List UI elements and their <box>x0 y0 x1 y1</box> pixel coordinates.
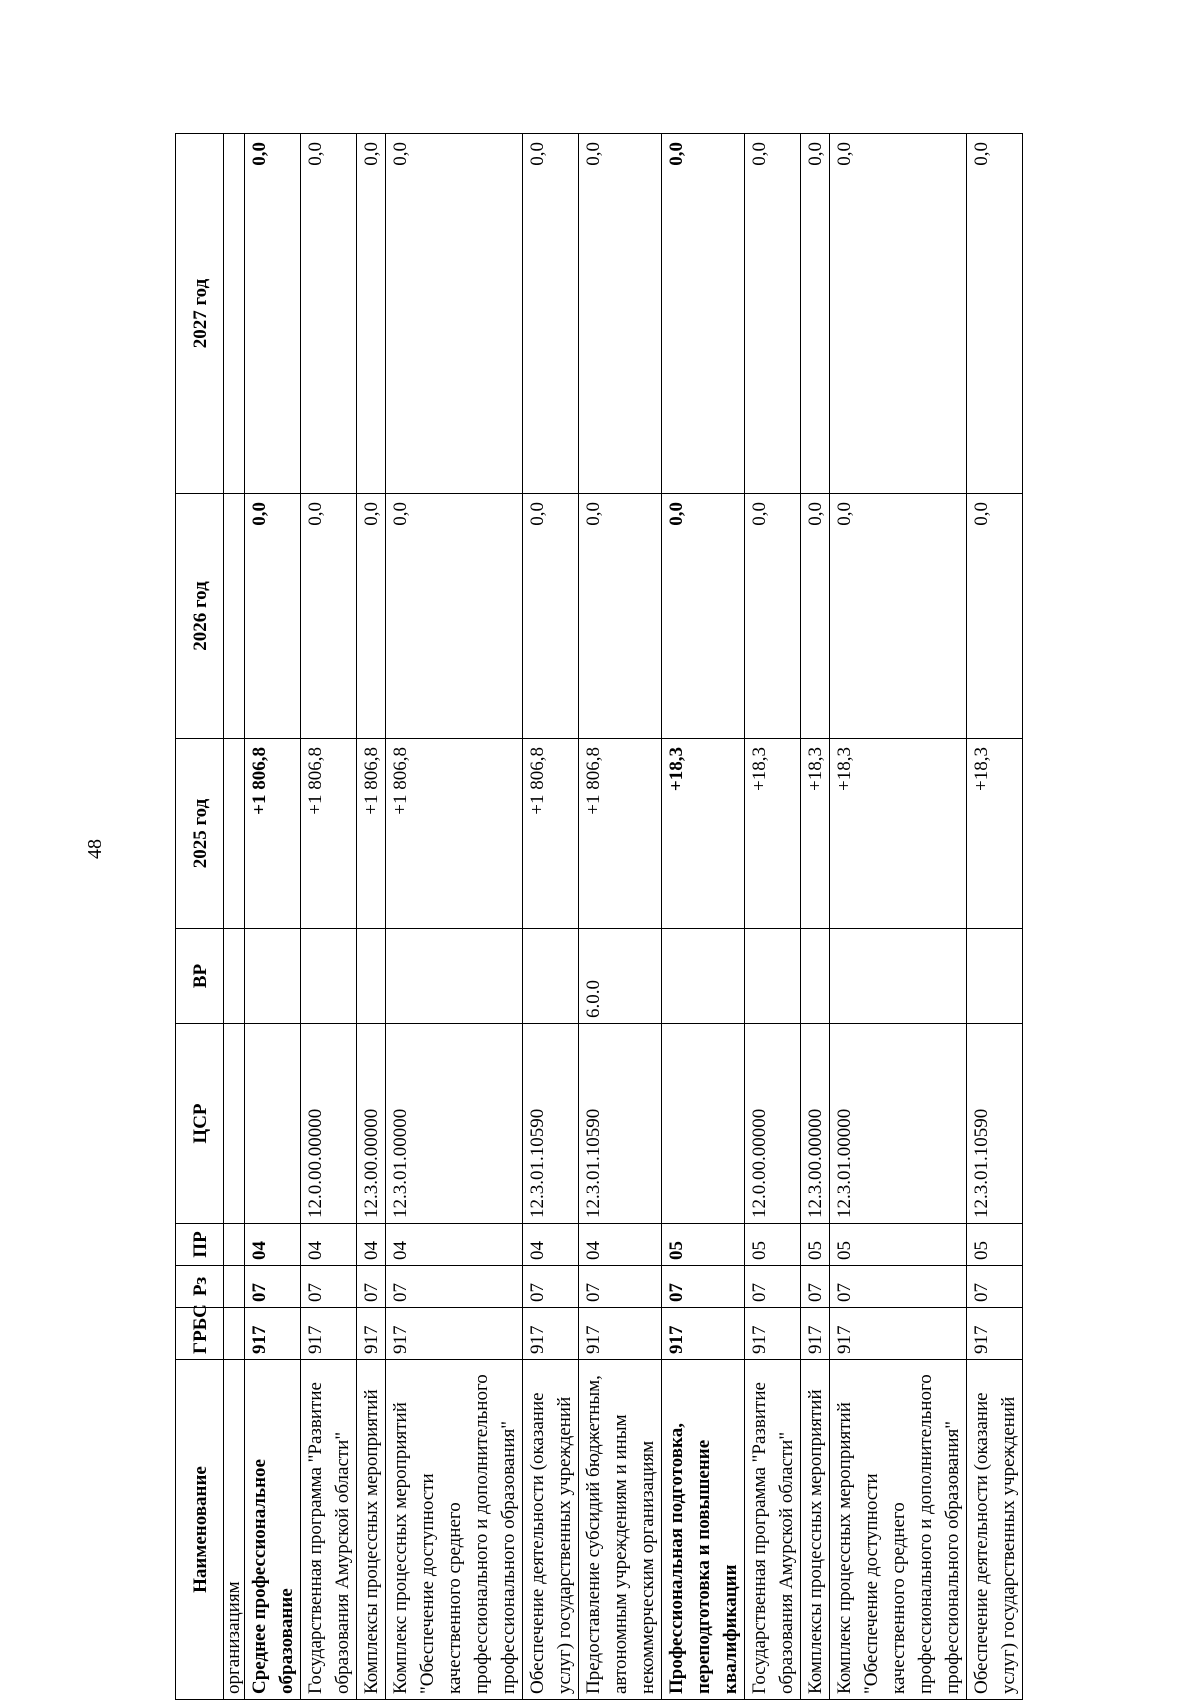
cell-grbs: 917 <box>579 1308 662 1360</box>
table-row <box>357 134 386 1700</box>
cell-2027: 0,0 <box>579 134 662 494</box>
cell-grbs: 917 <box>357 1308 386 1360</box>
cell-name: Комплексы процессных мероприятий <box>801 1360 830 1700</box>
cell-rz: 07 <box>357 1266 386 1308</box>
cell-2027: 0,0 <box>523 134 579 494</box>
cell-rz: 07 <box>830 1266 967 1308</box>
cell-pr: 04 <box>301 1224 357 1266</box>
header-2025: 2025 год <box>176 739 224 929</box>
cell-2026: 0,0 <box>801 494 830 739</box>
cell-pr: 04 <box>523 1224 579 1266</box>
cell-vr <box>386 929 523 1024</box>
cell-rz: 07 <box>662 1266 745 1308</box>
cell-name: организациям <box>224 1360 245 1700</box>
table-row <box>662 134 745 1700</box>
cell-2026 <box>224 494 245 739</box>
cell-2027: 0,0 <box>662 134 745 494</box>
cell-2027 <box>224 134 245 494</box>
cell-rz: 07 <box>386 1266 523 1308</box>
cell-vr <box>745 929 801 1024</box>
cell-rz: 07 <box>801 1266 830 1308</box>
cell-vr <box>357 929 386 1024</box>
cell-name: Обеспечение деятельности (оказание услуг) государственных учреждений <box>967 1360 1023 1700</box>
cell-rz: 07 <box>245 1266 301 1308</box>
cell-2026: 0,0 <box>245 494 301 739</box>
table-row <box>967 134 1023 1700</box>
cell-2025: +1 806,8 <box>579 739 662 929</box>
cell-2026: 0,0 <box>386 494 523 739</box>
cell-csr <box>662 1024 745 1224</box>
cell-csr: 12.3.00.00000 <box>801 1024 830 1224</box>
cell-2025: +18,3 <box>830 739 967 929</box>
cell-rz: 07 <box>523 1266 579 1308</box>
table-body <box>224 134 1023 1700</box>
cell-csr <box>245 1024 301 1224</box>
cell-csr: 12.3.01.10590 <box>523 1024 579 1224</box>
cell-grbs: 917 <box>386 1308 523 1360</box>
cell-name: Предоставление субсидий бюджетным, автономным учреждениям и иным некоммерческим организациям <box>579 1360 662 1700</box>
cell-pr: 05 <box>662 1224 745 1266</box>
cell-name: Государственная программа "Развитие образования Амурской области" <box>745 1360 801 1700</box>
cell-pr: 05 <box>830 1224 967 1266</box>
cell-csr: 12.3.00.00000 <box>357 1024 386 1224</box>
rotated-page-content <box>175 134 1095 1700</box>
cell-grbs: 917 <box>745 1308 801 1360</box>
cell-vr <box>224 929 245 1024</box>
table-header-row <box>176 134 224 1700</box>
cell-2025: +18,3 <box>801 739 830 929</box>
header-2027: 2027 год <box>176 134 224 494</box>
cell-2027: 0,0 <box>301 134 357 494</box>
cell-pr: 04 <box>357 1224 386 1266</box>
table-row <box>523 134 579 1700</box>
budget-table <box>175 133 1023 1700</box>
cell-2025: +1 806,8 <box>245 739 301 929</box>
cell-2025: +1 806,8 <box>386 739 523 929</box>
cell-2025: +1 806,8 <box>301 739 357 929</box>
cell-rz: 07 <box>745 1266 801 1308</box>
cell-name: Государственная программа "Развитие образования Амурской области" <box>301 1360 357 1700</box>
cell-rz: 07 <box>579 1266 662 1308</box>
table-row <box>579 134 662 1700</box>
cell-pr: 04 <box>245 1224 301 1266</box>
table-row <box>224 134 245 1700</box>
cell-pr: 05 <box>801 1224 830 1266</box>
cell-2025: +18,3 <box>745 739 801 929</box>
cell-vr <box>301 929 357 1024</box>
cell-2025: +18,3 <box>967 739 1023 929</box>
cell-name: Профессиональная подготовка, переподготовка и повышение квалификации <box>662 1360 745 1700</box>
cell-pr: 05 <box>745 1224 801 1266</box>
cell-name: Комплекс процессных мероприятий "Обеспечение доступности качественного среднего профессионального и дополнительного профессионального образования" <box>386 1360 523 1700</box>
cell-2027: 0,0 <box>745 134 801 494</box>
page-number: 48 <box>84 839 106 859</box>
cell-rz: 07 <box>301 1266 357 1308</box>
table-row <box>386 134 523 1700</box>
cell-rz <box>224 1266 245 1308</box>
cell-2027: 0,0 <box>357 134 386 494</box>
cell-csr: 12.3.01.00000 <box>830 1024 967 1224</box>
header-vr: ВР <box>176 929 224 1024</box>
cell-grbs: 917 <box>301 1308 357 1360</box>
header-grbs: ГРБС <box>176 1308 224 1360</box>
cell-2027: 0,0 <box>830 134 967 494</box>
cell-2026: 0,0 <box>357 494 386 739</box>
table-row <box>830 134 967 1700</box>
cell-vr: 6.0.0 <box>579 929 662 1024</box>
cell-2026: 0,0 <box>662 494 745 739</box>
cell-grbs: 917 <box>662 1308 745 1360</box>
cell-2025: +18,3 <box>662 739 745 929</box>
cell-2027: 0,0 <box>967 134 1023 494</box>
cell-2025: +1 806,8 <box>523 739 579 929</box>
cell-grbs: 917 <box>245 1308 301 1360</box>
table-row <box>801 134 830 1700</box>
cell-2027: 0,0 <box>801 134 830 494</box>
cell-grbs <box>224 1308 245 1360</box>
cell-vr <box>662 929 745 1024</box>
cell-name: Комплексы процессных мероприятий <box>357 1360 386 1700</box>
table-row <box>245 134 301 1700</box>
cell-grbs: 917 <box>801 1308 830 1360</box>
cell-vr <box>967 929 1023 1024</box>
header-csr: ЦСР <box>176 1024 224 1224</box>
cell-csr: 12.3.01.10590 <box>579 1024 662 1224</box>
cell-2027: 0,0 <box>386 134 523 494</box>
header-rz: Рз <box>176 1266 224 1308</box>
cell-rz: 07 <box>967 1266 1023 1308</box>
cell-2025 <box>224 739 245 929</box>
cell-grbs: 917 <box>967 1308 1023 1360</box>
cell-name: Среднее профессиональное образование <box>245 1360 301 1700</box>
cell-2026: 0,0 <box>579 494 662 739</box>
cell-csr: 12.3.01.00000 <box>386 1024 523 1224</box>
cell-vr <box>830 929 967 1024</box>
header-name: Наименование <box>176 1360 224 1700</box>
table-row <box>301 134 357 1700</box>
cell-vr <box>801 929 830 1024</box>
cell-csr: 12.3.01.10590 <box>967 1024 1023 1224</box>
cell-pr: 04 <box>386 1224 523 1266</box>
cell-grbs: 917 <box>830 1308 967 1360</box>
header-2026: 2026 год <box>176 494 224 739</box>
cell-2026: 0,0 <box>830 494 967 739</box>
cell-pr: 05 <box>967 1224 1023 1266</box>
cell-vr <box>523 929 579 1024</box>
header-pr: ПР <box>176 1224 224 1266</box>
cell-csr <box>224 1024 245 1224</box>
table-row <box>745 134 801 1700</box>
cell-name: Комплекс процессных мероприятий "Обеспечение доступности качественного среднего профессионального и дополнительного профессионального образования" <box>830 1360 967 1700</box>
cell-2026: 0,0 <box>523 494 579 739</box>
cell-2025: +1 806,8 <box>357 739 386 929</box>
cell-pr <box>224 1224 245 1266</box>
cell-csr: 12.0.00.00000 <box>301 1024 357 1224</box>
cell-pr: 04 <box>579 1224 662 1266</box>
cell-grbs: 917 <box>523 1308 579 1360</box>
cell-2027: 0,0 <box>245 134 301 494</box>
cell-2026: 0,0 <box>301 494 357 739</box>
cell-2026: 0,0 <box>745 494 801 739</box>
cell-name: Обеспечение деятельности (оказание услуг) государственных учреждений <box>523 1360 579 1700</box>
cell-2026: 0,0 <box>967 494 1023 739</box>
cell-csr: 12.0.00.00000 <box>745 1024 801 1224</box>
cell-vr <box>245 929 301 1024</box>
